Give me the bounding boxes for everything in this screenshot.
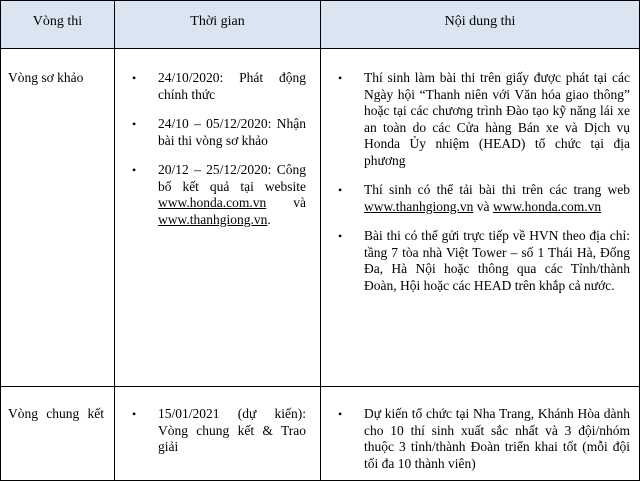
bullet-icon: •	[338, 71, 343, 85]
header-content: Nội dung thi	[444, 14, 516, 29]
time-item-text: 15/01/2021 (dự kiến): Vòng chung kết & Trao giải	[158, 406, 306, 454]
list-item	[338, 70, 630, 169]
bullet-icon: •	[338, 229, 343, 243]
final-time-list	[132, 406, 306, 469]
bullet-icon: •	[338, 407, 343, 421]
list-item	[338, 228, 630, 294]
preliminary-time-list	[132, 70, 306, 241]
content-item-text: Dự kiến tổ chức tại Nha Trang, Khánh Hòa dành cho 10 thí sinh xuất sắc nhất và 3 đội/nhóm thuộc 3 tỉnh/thành Đoàn triển khai tốt (mỗi đội tối đa 10 thành viên)	[364, 406, 630, 471]
content-item-text: Thí sinh có thể tải bài thi trên các trang web www.thanhgiong.vn và www.honda.com.vn	[364, 182, 630, 214]
content-item-text: Bài thi có thể gửi trực tiếp về HVN theo địa chỉ: tầng 7 tòa nhà Việt Tower – số 1 Thái Hà, Đống Đa, Hà Nội hoặc thông qua các Tỉnh/thành Đoàn, Hội hoặc các HEAD trên khắp cả nước.	[364, 228, 630, 293]
time-item-text: 24/10 – 05/12/2020: Nhận bài thi vòng sơ khảo	[158, 116, 306, 148]
bullet-icon: •	[132, 117, 137, 131]
bullet-icon: •	[132, 407, 137, 421]
table-border-left	[0, 0, 1, 481]
table-column-divider-2	[320, 0, 321, 481]
header-time: Thời gian	[190, 14, 245, 29]
content-item-text: Thí sinh làm bài thi trên giấy được phát tại các Ngày hội “Thanh niên với Văn hóa giao thông” hoặc tại các chương trình Đào tạo kỹ năng lái xe an toàn do các Cửa hàng Bán xe và Dịch vụ Honda Ủy nhiệm (HEAD) tổ chức tại địa phương	[364, 70, 630, 168]
round-final-label: Vòng chung kết	[8, 406, 104, 421]
list-item	[132, 406, 306, 456]
bullet-icon: •	[132, 163, 137, 177]
bullet-icon: •	[132, 71, 137, 85]
list-item	[132, 70, 306, 103]
bullet-icon: •	[338, 183, 343, 197]
final-content-list	[338, 406, 630, 485]
time-item-text: 20/12 – 25/12/2020: Công bố kết quả tại website www.honda.com.vn và www.thanhgiong.vn.	[158, 162, 306, 227]
table-column-divider-1	[114, 0, 115, 481]
list-item	[132, 162, 306, 228]
list-item	[338, 406, 630, 472]
round-preliminary-label: Vòng sơ khảo	[8, 70, 84, 85]
time-item-text: 24/10/2020: Phát động chính thức	[158, 70, 306, 102]
preliminary-content-list	[338, 70, 630, 307]
header-round: Vòng thi	[32, 14, 83, 29]
list-item	[338, 182, 630, 215]
list-item	[132, 116, 306, 149]
